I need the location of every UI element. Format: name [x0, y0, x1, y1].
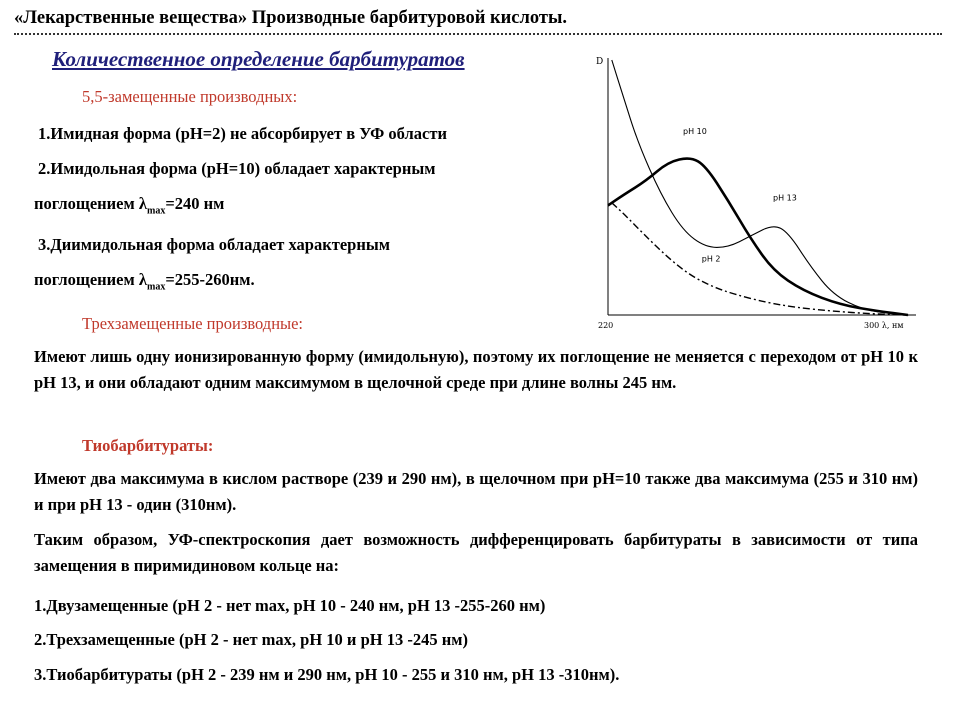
section-heading-tri: Трехзамещенные производные: — [82, 314, 304, 333]
list-item-imidol-line2: поглощением $\lambda_{max}=240$ нм — [34, 194, 225, 217]
series-line-ph10 — [608, 159, 908, 315]
list-item-diimidol-line2: поглощением $\lambda_{max}=255-260нм$. — [34, 270, 255, 293]
series-label: pH 10 — [683, 126, 707, 136]
uv-spectrum-chart — [590, 50, 920, 340]
paragraph-tri: Имеют лишь одну ионизированную форму (имидольную), поэтому их поглощение не меняется с переходом от рН 10 к рН 13, и они обладают одним максимумом в щелочной среде при длине волны 245 нм. — [34, 347, 918, 392]
slide-title: Количественное определение барбитуратов — [52, 47, 465, 71]
x-tick-label: 300 λ, нм — [864, 321, 904, 330]
paragraph-thio: Имеют два максимума в кислом растворе (239 и 290 нм), в щелочном при рН=10 также два максимума (255 и 310 нм) и при рН 13 - один (310нм). — [34, 469, 918, 514]
list-item-imidol-line1: 2.Имидольная форма (рН=10) обладает характерным — [38, 159, 436, 178]
section-heading-thio: Тиобарбитураты: — [82, 436, 214, 455]
series-label: pH 13 — [773, 193, 797, 203]
series-line-ph2 — [612, 203, 908, 315]
summary-item-3: 3.Тиобарбитураты (рН 2 - 239 нм и 290 нм, рН 10 - 255 и 310 нм, рН 13 -310нм). — [34, 665, 620, 684]
header-divider — [14, 33, 942, 35]
summary-item-2: 2.Трехзамещенные (рН 2 - нет max, рН 10 и рН 13 -245 нм) — [34, 630, 468, 649]
summary-item-1: 1.Двузамещенные (рН 2 - нет max, рН 10 - 240 нм, рН 13 -255-260 нм) — [34, 596, 546, 615]
list-item-imide: 1.Имидная форма (рН=2) не абсорбирует в УФ области — [38, 124, 447, 143]
header-title: «Лекарственные вещества» Производные барбитуровой кислоты. — [14, 8, 568, 28]
paragraph-summary: Таким образом, УФ-спектроскопия дает возможность дифференцировать барбитураты в зависимости от типа замещения в пиримидиновом кольце на: — [34, 530, 918, 575]
section-heading-55: 5,5-замещенные производных: — [82, 87, 298, 106]
series-line-ph13 — [612, 60, 908, 315]
series-label: pH 2 — [701, 254, 721, 264]
x-tick-label: 220 — [598, 321, 614, 330]
list-item-diimidol-line1: 3.Диимидольная форма обладает характерным — [38, 235, 390, 254]
y-axis-label: D — [596, 57, 604, 67]
